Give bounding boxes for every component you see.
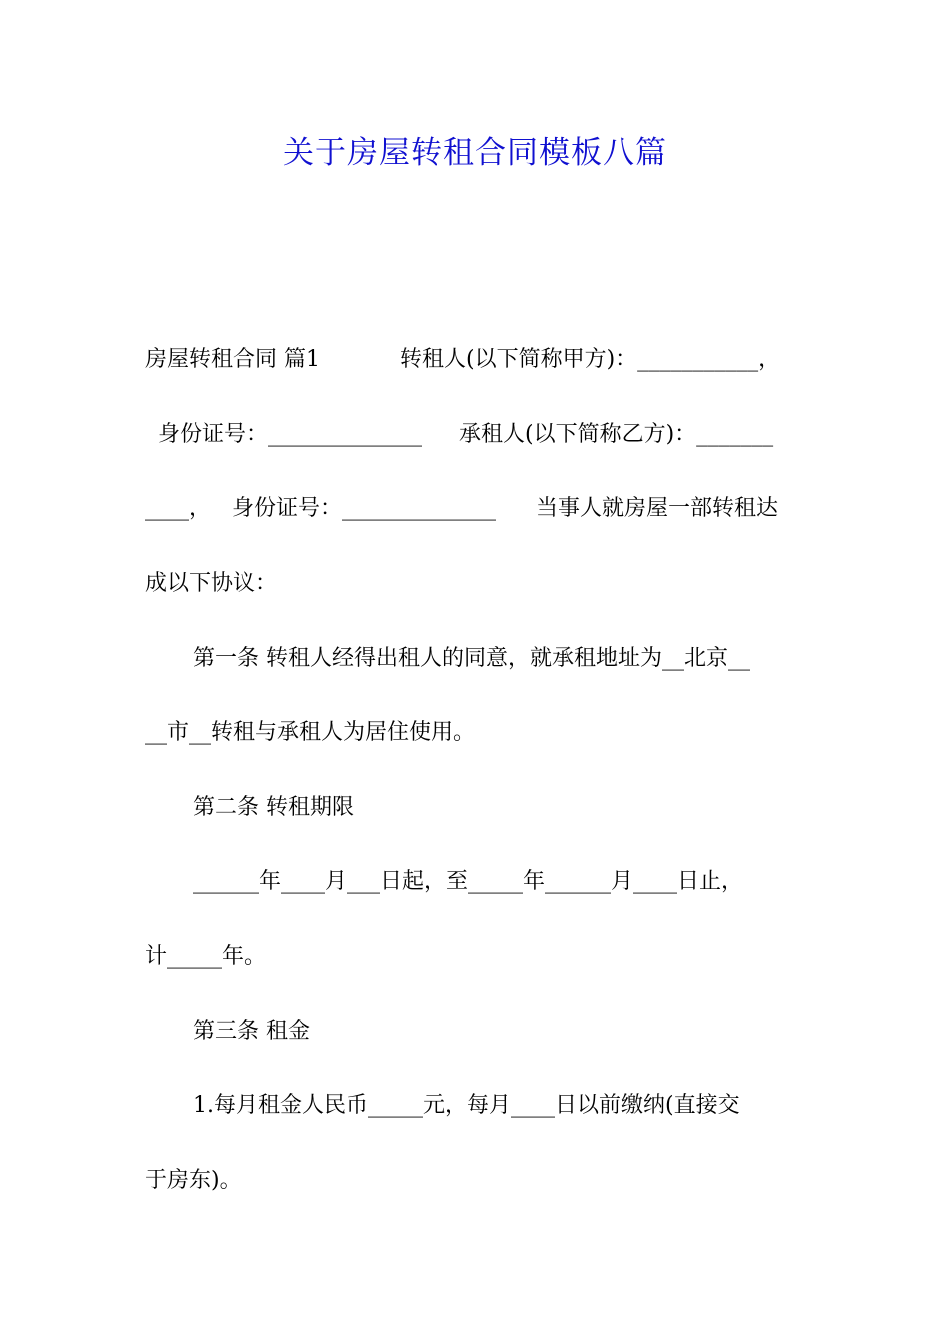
contract-line-8 <box>0 862 950 902</box>
contract-line-5 <box>0 639 950 679</box>
contract-text: 第二条 转租期限 <box>193 795 354 820</box>
contract-text: 第三条 租金 <box>193 1019 310 1044</box>
contract-line-4 <box>0 564 950 604</box>
contract-text: ______年____月___日起，至_____年______月____日止， <box>193 869 744 894</box>
contract-text: 身份证号：______________ <box>232 496 497 521</box>
contract-text: 成以下协议： <box>145 571 278 596</box>
contract-line-2 <box>0 415 950 455</box>
contract-text: 1.每月租金人民币_____元，每月____日以前缴纳(直接交 <box>193 1093 740 1118</box>
contract-text: 身份证号：______________ <box>158 422 423 447</box>
contract-line-6 <box>0 713 950 753</box>
contract-text: 当事人就房屋一部转租达 <box>536 496 779 521</box>
contract-line-1 <box>0 340 950 380</box>
document-title: 关于房屋转租合同模板八篇 <box>283 135 667 171</box>
contract-text: 转租人(以下简称甲方)：___________， <box>400 347 781 372</box>
contract-line-12 <box>0 1161 950 1201</box>
contract-text: 第一条 转租人经得出租人的同意，就承租地址为__北京__ <box>193 646 750 671</box>
contract-line-9 <box>0 937 950 977</box>
contract-text: __市__转租与承租人为居住使用。 <box>145 720 476 745</box>
contract-text: 承租人(以下简称乙方)：_______ <box>459 422 774 447</box>
contract-text: 房屋转租合同 篇1 <box>145 347 320 372</box>
contract-text: 于房东)。 <box>145 1168 242 1193</box>
contract-line-3 <box>0 489 950 529</box>
contract-text: 计_____年。 <box>145 944 267 969</box>
contract-text: ____， <box>145 496 212 521</box>
contract-line-7 <box>0 788 950 828</box>
contract-line-11 <box>0 1086 950 1126</box>
contract-line-10 <box>0 1012 950 1052</box>
